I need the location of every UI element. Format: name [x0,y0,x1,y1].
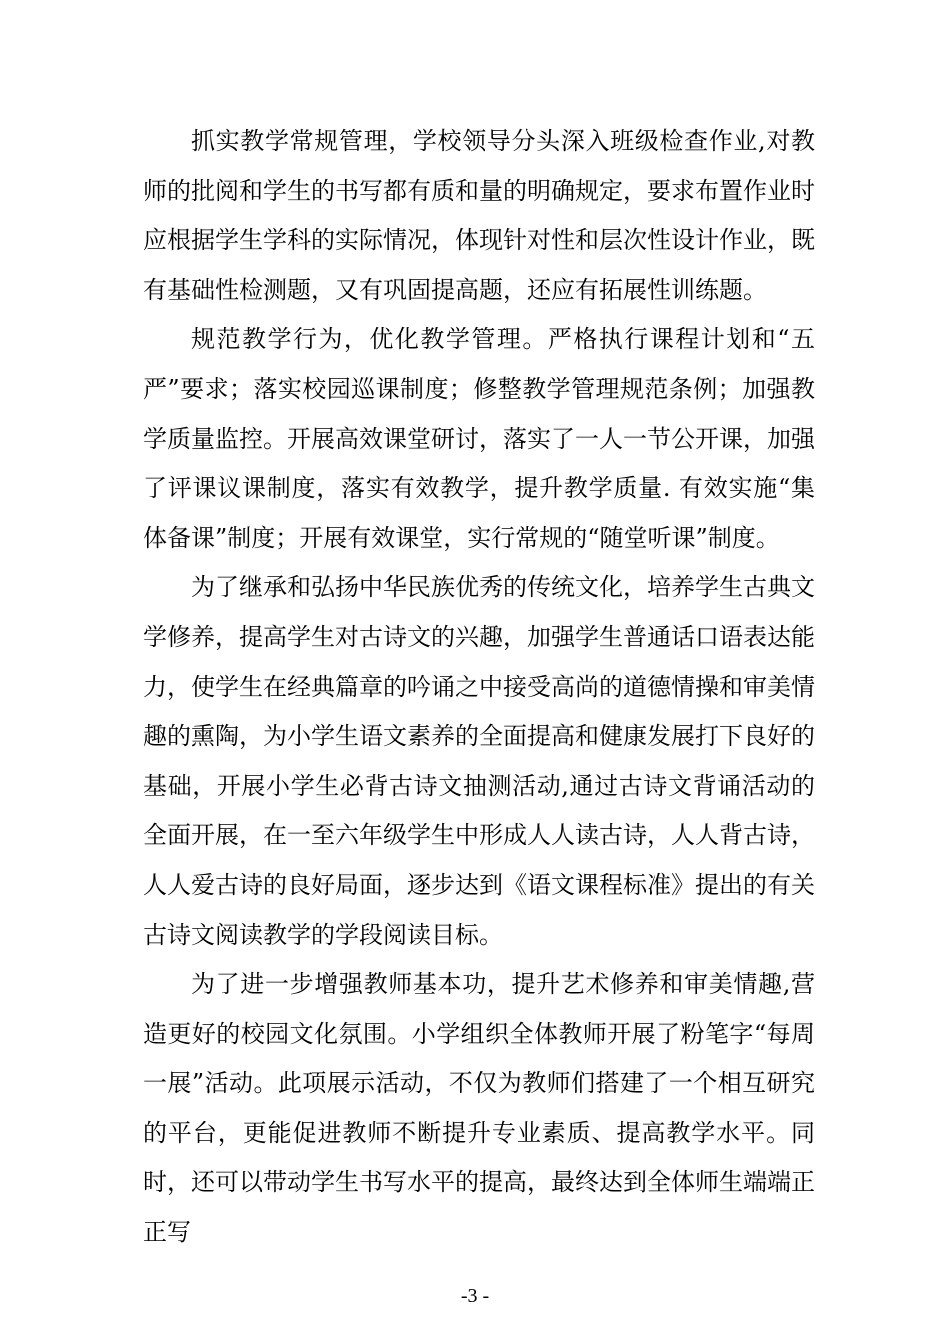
document-body [143,117,815,1258]
paragraph-classical-poetry: 为了继承和弘扬中华民族优秀的传统文化，培养学生古典文学修养，提高学生对古诗文的兴趣，加强学生普通话口语表达能力，使学生在经典篇章的吟诵之中接受高尚的道德情操和审美情趣的熏陶，为小学生语文素养的全面提高和健康发展打下良好的基础，开展小学生必背古诗文抽测活动,通过古诗文背诵活动的全面开展，在一至六年级学生中形成人人读古诗，人人背古诗，人人爱古诗的良好局面，逐步达到《语文课程标准》提出的有关古诗文阅读教学的学段阅读目标。 [143,573,815,949]
paragraph-homework-management: 抓实教学常规管理，学校领导分头深入班级检查作业,对教师的批阅和学生的书写都有质和量的明确规定，要求布置作业时应根据学生学科的实际情况，体现针对性和层次性设计作业，既有基础性检测题，又有巩固提高题，还应有拓展性训练题。 [143,127,815,304]
paragraph-teaching-standards: 规范教学行为，优化教学管理。严格执行课程计划和“五严”要求；落实校园巡课制度；修整教学管理规范条例；加强教学质量监控。开展高效课堂研讨，落实了一人一节公开课，加强了评课议课制度，落实有效教学，提升教学质量. 有效实施“集体备课”制度；开展有效课堂，实行常规的“随堂听课”制度。 [143,325,815,552]
paragraph-chalk-calligraphy: 为了进一步增强教师基本功，提升艺术修养和审美情趣,营造更好的校园文化氛围。小学组织全体教师开展了粉笔字“每周一展”活动。此项展示活动，不仅为教师们搭建了一个相互研究的平台，更能促进教师不断提升专业素质、提高教学水平。同时，还可以带动学生书写水平的提高，最终达到全体师生端端正正写 [143,970,815,1247]
page-number: -3 - [460,1285,490,1307]
